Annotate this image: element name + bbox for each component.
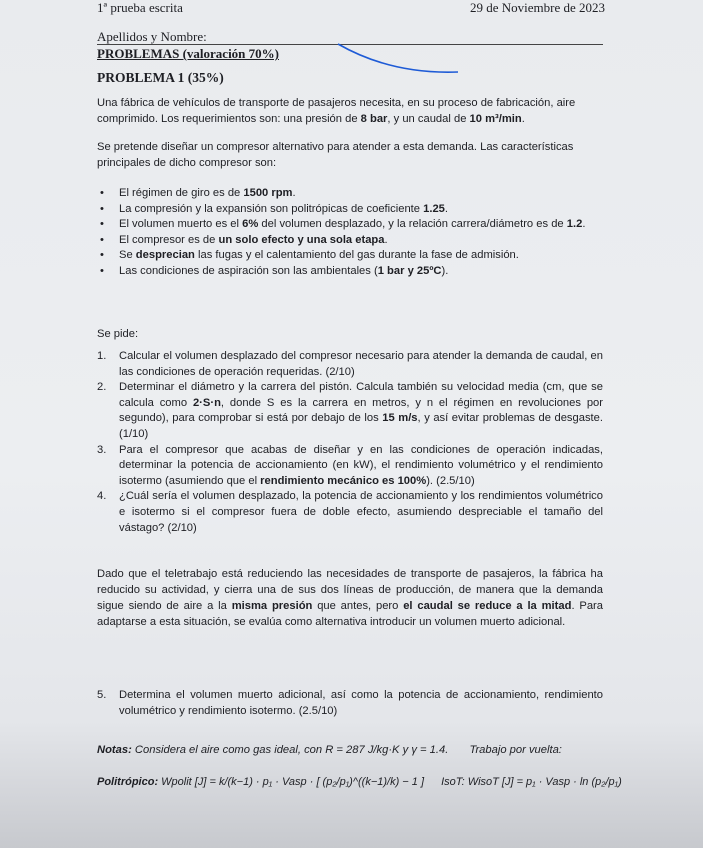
question-4: 4. ¿Cuál sería el volumen desplazado, la potencia de accionamiento y los rendimientos volumétrico e isotermo si el compresor fuera de doble efecto, asumiendo despreciable el tamaño del vástago? (2/10) [97, 490, 603, 534]
test-title: 1ª prueba escrita [97, 0, 183, 15]
exam-date: 29 de Noviembre de 2023 [469, 0, 605, 15]
question-2: 2. Determinar el diámetro y la carrera del pistón. Calcula también su velocidad media (cm, que se calcula como 2·S·n, donde S es la carrera en metros, y n el régimen en revoluciones por segundo), para comprobar si está por debajo de los 15 m/s, y así evitar problemas de desgaste. (1/10) [97, 381, 603, 440]
polytropic-formula: Wpolit [J] = k/(k−1) · p₁ · Vasp · [ (p₂/p₁)^((k−1)/k) − 1 ] [161, 776, 425, 788]
design-paragraph: Se pretende diseñar un compresor alternativo para atender a esta demanda. Las características principales de dicho compresor son: [97, 141, 574, 169]
name-label: Apellidos y Nombre: [97, 29, 207, 44]
se-pide-label: Se pide: [97, 328, 139, 340]
intro-paragraph: Una fábrica de vehículos de transporte de pasajeros necesita, en su proceso de fabricación, aire comprimido. Los requerimientos son: una presión de 8 bar, y un caudal de 10 m³/min. [97, 97, 576, 125]
pen-stroke [336, 38, 466, 78]
list-item: • Se desprecian las fugas y el calentamiento del gas durante la fase de admisión. [97, 248, 603, 264]
question-5: 5. Determina el volumen muerto adicional, así como la potencia de accionamiento, rendimiento volumétrico y rendimiento isotermo. (2.5/10) [97, 689, 603, 717]
notes: Notas: Considera el aire como gas ideal, con R = 287 J/kg·K y γ = 1.4. Trabajo por vuelta: [97, 744, 562, 756]
telework-paragraph: Dado que el teletrabajo está reduciendo las necesidades de transporte de pasajeros, la fábrica ha reducido su actividad, y cierra una de sus dos líneas de producción, de manera que la demanda sigue siendo de aire a la misma presión que antes, pero el caudal se reduce a la mitad. Para adaptarse a esta situación, se evalúa como alternativa introducir un volumen muerto adicional. [97, 568, 603, 628]
section-title: PROBLEMAS (valoración 70%) [97, 46, 279, 61]
formulas: Politrópico: Wpolit [J] = k/(k−1) · p₁ · Vasp · [ (p₂/p₁)^((k−1)/k) − 1 ] IsoT: WisoT [J] = p₁ · Vasp · ln (p₂/p₁) [97, 776, 622, 788]
isothermal-formula: WisoT [J] = p₁ · Vasp · ln (p₂/p₁) [467, 776, 622, 788]
question-1: 1. Calcular el volumen desplazado del compresor necesario para atender la demanda de caudal, en las condiciones de operación requeridas. (2/10) [97, 350, 603, 378]
list-item: • El régimen de giro es de 1500 rpm. [97, 186, 603, 202]
characteristics-list [97, 186, 603, 279]
question-3: 3. Para el compresor que acabas de diseñar y en las condiciones de operación indicadas, determinar la potencia de accionamiento (en kW), el rendimiento volumétrico y el rendimiento isotermo (asumiendo que el rendimiento mecánico es 100%). (2.5/10) [97, 443, 603, 487]
questions-list [97, 349, 603, 536]
list-item: • La compresión y la expansión son politrópicas de coeficiente 1.25. [97, 202, 603, 218]
list-item: • Las condiciones de aspiración son las ambientales (1 bar y 25ºC). [97, 264, 603, 280]
problem-title: PROBLEMA 1 (35%) [97, 70, 224, 85]
list-item: • El volumen muerto es el 6% del volumen desplazado, y la relación carrera/diámetro es de 1.2. [97, 217, 603, 233]
question-5-list [97, 688, 603, 719]
list-item: • El compresor es de un solo efecto y una sola etapa. [97, 233, 603, 249]
